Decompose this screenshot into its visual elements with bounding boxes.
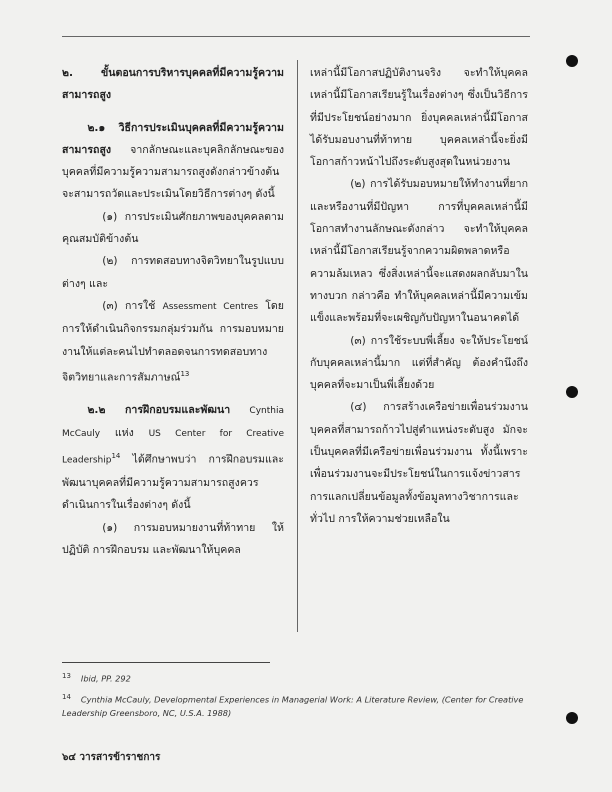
footnote-number: 14 — [62, 692, 71, 701]
subsection-1-heading: ๒.๑ วิธีการประเมินบุคคลที่มีความรู้ความสามารถสูง — [62, 121, 284, 156]
assessment-centres-term: Assessment Centres — [162, 301, 259, 312]
subsection-1-text: จากลักษณะและบุคลิกลักษณะของบุคคลที่มีความรู้ความสามารถสูงดังกล่าวข้างต้น จะสามารถวัดและประเมินโดยวิธีการต่างๆ ดังนี้ — [62, 143, 284, 201]
column-divider — [297, 60, 298, 632]
paragraph-2: (๒) การได้รับมอบหมายให้ทำงานที่ยากและหรืองานที่มีปัญหา การที่บุคคลเหล่านี้มีโอกาสทำงานลักษณะดังกล่าว จะทำให้บุคคลเหล่านี้มีโอกาสเรียนรู้จากความผิดพลาดหรือความล้มเหลว ซึ่งสิ่งเหล่านี้จะแสดงผลกลับมาในทางบวก กล่าวคือ ทำให้บุคคลเหล่านี้มีความเข้มแข็งและพร้อมที่จะเผชิญกับปัญหาในอนาคตได้ — [310, 178, 528, 325]
author-name: Cynthia McCauly — [62, 405, 284, 439]
page-footer — [62, 750, 160, 765]
journal-name: วารสารข้าราชการ — [79, 752, 161, 763]
footnote-13 — [62, 669, 532, 686]
binder-hole — [566, 55, 578, 67]
list-item-3-prefix: (๓) การใช้ — [102, 299, 156, 312]
subsection-2 — [62, 399, 284, 517]
footnote-text: Ibid, PP. 292 — [80, 673, 131, 684]
footnote-number: 13 — [62, 672, 71, 680]
footnote-text: Cynthia McCauly, Developmental Experiences in Managerial Work: A Literature Review, (Center for Creative Leadership Greensboro, NC, U.S.A. 1988) — [62, 694, 524, 719]
organization-name: US Center for Creative Leadership — [62, 428, 285, 466]
binder-hole — [566, 712, 578, 724]
list-item-2: (๒) การทดสอบทางจิตวิทยาในรูปแบบต่างๆ และ — [62, 255, 284, 290]
section-heading: ๒. ขั้นตอนการบริหารบุคคลที่มีความรู้ความสามารถสูง — [62, 67, 284, 102]
left-column — [62, 62, 284, 561]
paragraph-3: (๓) การใช้ระบบพี่เลี้ยง จะให้ประโยชน์กับบุคคลเหล่านี้มาก แต่ที่สำคัญ ต้องคำนึงถึงบุคคลที่จะมาเป็นพี่เลี้ยงด้วย — [310, 334, 528, 392]
footnotes — [62, 669, 532, 724]
top-rule — [62, 36, 530, 37]
right-column — [310, 62, 528, 530]
subsection-2-text: ได้ศึกษาพบว่า การฝึกอบรมและพัฒนาบุคคลที่มีความรู้ความสามารถสูงควรดำเนินการในเรื่องต่างๆ ดังนี้ — [62, 453, 284, 512]
word-of: แห่ง — [114, 426, 134, 439]
page-number: ๖๔ — [62, 752, 76, 763]
footnote-rule — [62, 662, 270, 663]
list-item-3 — [62, 295, 284, 389]
binder-hole — [566, 386, 578, 398]
paragraph-4: (๔) การสร้างเครือข่ายเพื่อนร่วมงาน บุคคลที่สามารถก้าวไปสู่ตำแหน่งระดับสูง มักจะเป็นบุคคลที่มีเครือข่ายเพื่อนร่วมงาน ทั้งนี้เพราะเพื่อนร่วมงานจะมีประโยชน์ในการแจ้งข่าวสาร การแลกเปลี่ยนข้อมูลทั้งข้อมูลทางวิชาการและทั่วไป การให้ความช่วยเหลือใน — [310, 401, 528, 525]
paragraph-1: เหล่านี้มีโอกาสปฏิบัติงานจริง จะทำให้บุคคลเหล่านี้มีโอกาสเรียนรู้ในเรื่องต่างๆ ซึ่งเป็นวิธีการที่มีประโยชน์อย่างมาก ยิ่งบุคคลเหล่านี้มีโอกาสได้รับมอบงานที่ท้าทาย บุคคลเหล่านี้จะยิ่งมีโอกาสก้าวหน้าไปถึงระดับสูงสุดในหน่วยงาน — [310, 67, 528, 169]
subsection-1 — [62, 117, 284, 206]
footnote-14 — [62, 690, 532, 721]
footnote-ref-13: 13 — [180, 369, 190, 378]
list-item-3-text: โดยการให้ดำเนินกิจกรรมกลุ่มร่วมกัน การมอบหมายงานให้แต่ละคนไปทำตลอดจนการทดสอบทางจิตวิทยาและการสัมภาษณ์ — [62, 299, 284, 384]
footnote-ref-14: 14 — [111, 452, 121, 461]
list-item-1: (๑) การประเมินศักยภาพของบุคคลตามคุณสมบัติข้างต้น — [62, 210, 284, 246]
list-item-4: (๑) การมอบหมายงานที่ท้าทาย ให้ปฏิบัติ การฝึกอบรม และพัฒนาให้บุคคล — [62, 521, 284, 556]
subsection-2-heading: ๒.๒ การฝึกอบรมและพัฒนา — [87, 403, 231, 416]
